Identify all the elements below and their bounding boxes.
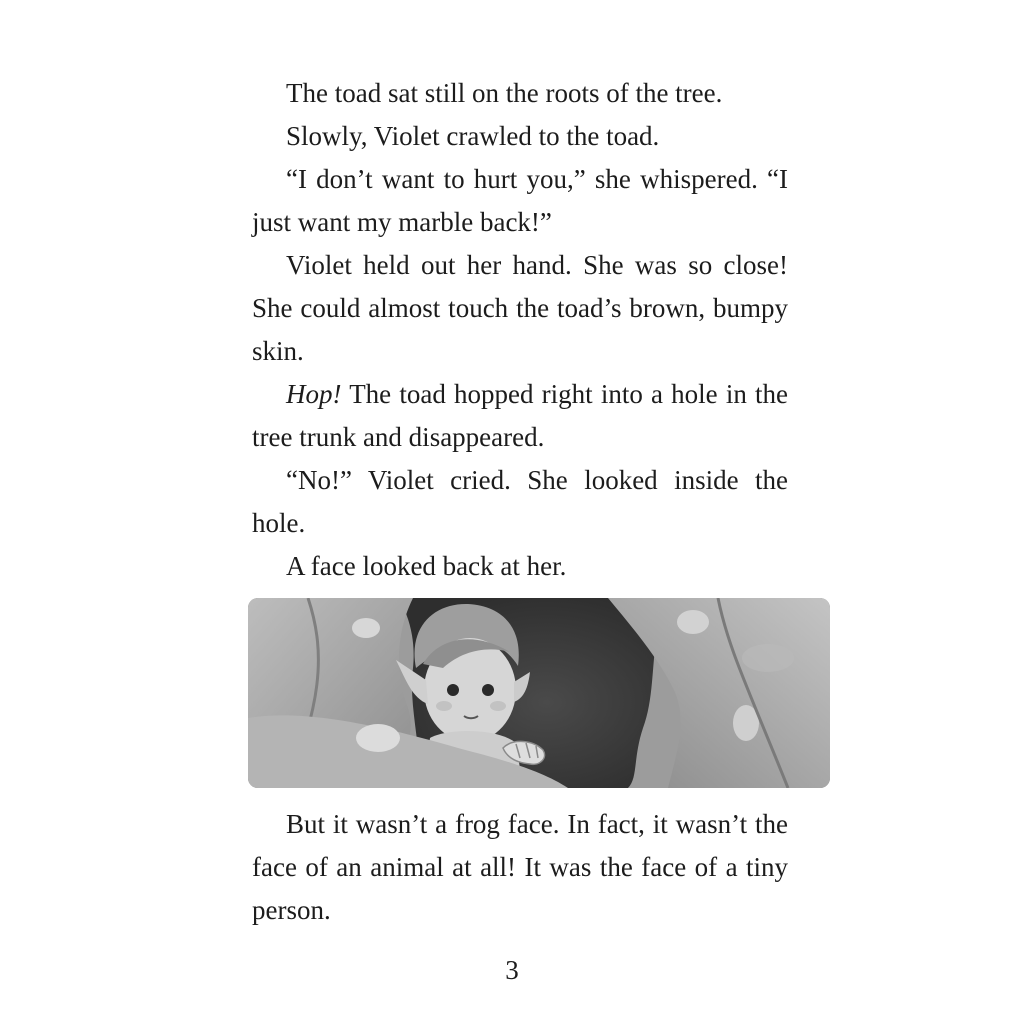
paragraph: The toad sat still on the roots of the tree. [286,78,723,108]
text-block-top [252,72,788,588]
character-cheek [490,701,506,711]
illustration [248,598,830,788]
page-number: 3 [505,955,519,985]
character-eye [482,684,494,696]
bark-knot [356,724,400,752]
bark-knot [677,610,709,634]
paragraph: Slowly, Violet crawled to the toad. [286,121,660,151]
illustration-svg [248,598,830,788]
paragraph: Violet held out her hand. She was so close! She could almost touch the toad’s brown, bumpy skin. [252,250,788,366]
paragraph: But it wasn’t a frog face. In fact, it wasn’t the face of an animal at all! It was the face of a tiny person. [252,809,788,925]
paragraph-text: The toad hopped right into a hole in the tree trunk and disappeared. [252,379,788,452]
bark-highlight [742,644,794,672]
text-block-bottom [252,803,788,932]
paragraph: “I don’t want to hurt you,” she whispered. “I just want my marble back!” [252,164,788,237]
bark-knot [352,618,380,638]
character-cheek [436,701,452,711]
character-eye [447,684,459,696]
paragraph: A face looked back at her. [286,551,567,581]
paragraph [252,373,788,459]
paragraph: “No!” Violet cried. She looked inside the hole. [252,465,788,538]
italic-sound-word: Hop! [286,379,342,409]
